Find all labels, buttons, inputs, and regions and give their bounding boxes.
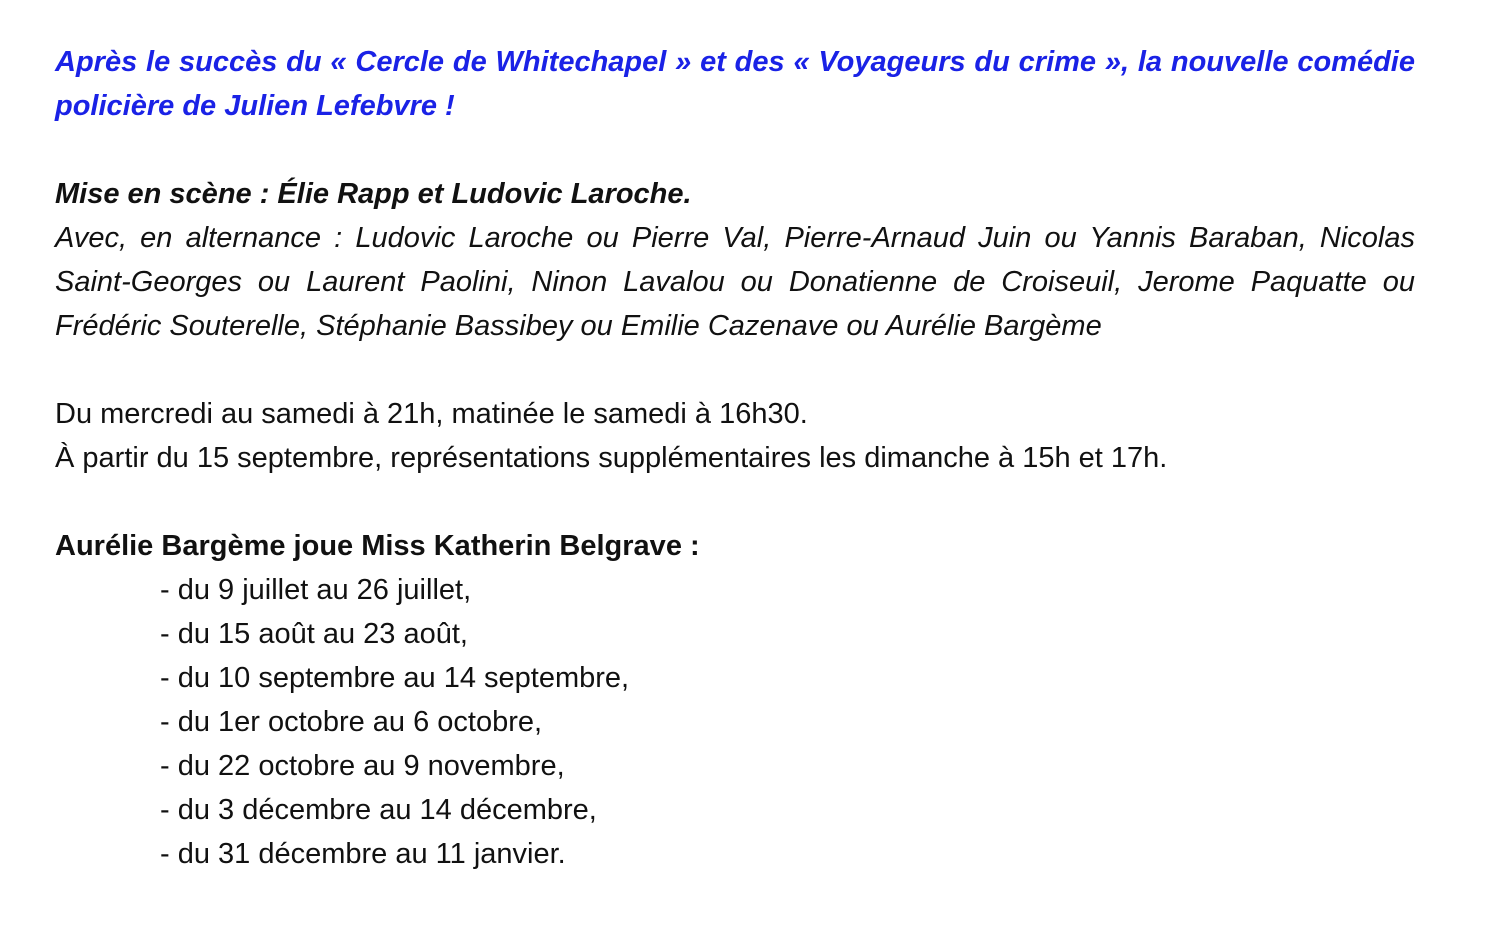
role-heading: Aurélie Bargème joue Miss Katherin Belgrave : (55, 530, 700, 562)
date-item: - du 9 juillet au 26 juillet, (160, 574, 472, 606)
date-item: - du 22 octobre au 9 novembre, (160, 750, 565, 782)
date-item: - du 31 décembre au 11 janvier. (160, 838, 566, 870)
schedule-line-2: À partir du 15 septembre, représentations supplémentaires les dimanche à 15h et 17h. (55, 442, 1168, 474)
spacer (55, 348, 1415, 392)
cast-list: Avec, en alternance : Ludovic Laroche ou Pierre Val, Pierre-Arnaud Juin ou Yannis Baraban, Nicolas Saint-Georges ou Laurent Paolini, Ninon Lavalou ou Donatienne de Croiseuil, Jerome Paquatte ou Frédéric Souterelle, Stéphanie Bassibey ou Emilie Cazenave ou Aurélie Bargème (55, 222, 1415, 342)
schedule-line-1: Du mercredi au samedi à 21h, matinée le samedi à 16h30. (55, 398, 808, 430)
spacer (55, 128, 1415, 172)
date-item: - du 3 décembre au 14 décembre, (160, 794, 597, 826)
date-item: - du 10 septembre au 14 septembre, (160, 662, 630, 694)
document-page (55, 40, 1415, 876)
staging-credit: Mise en scène : Élie Rapp et Ludovic Laroche. (55, 178, 692, 210)
date-item: - du 1er octobre au 6 octobre, (160, 706, 543, 738)
date-item: - du 15 août au 23 août, (160, 618, 468, 650)
spacer (55, 480, 1415, 524)
intro-paragraph: Après le succès du « Cercle de Whitechapel » et des « Voyageurs du crime », la nouvelle comédie policière de Julien Lefebvre ! (55, 46, 1415, 122)
date-list (55, 568, 1415, 876)
